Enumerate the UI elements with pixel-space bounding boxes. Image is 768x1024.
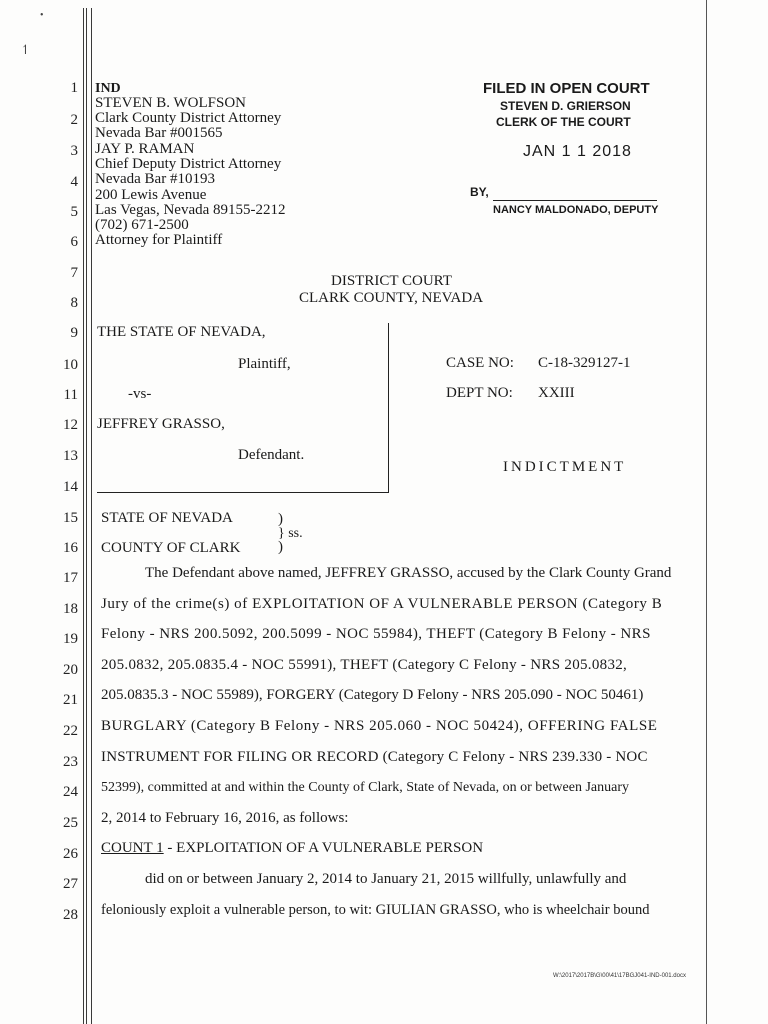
plaintiff-name: THE STATE OF NEVADA, — [97, 324, 266, 340]
line-number: 26 — [63, 846, 78, 862]
stamp-title: FILED IN OPEN COURT — [483, 80, 650, 97]
line-number: 23 — [63, 754, 78, 770]
document-title: INDICTMENT — [503, 459, 627, 475]
attorney-line: Attorney for Plaintiff — [95, 232, 223, 248]
count-title: - EXPLOITATION OF A VULNERABLE PERSON — [163, 840, 484, 856]
line-number: 7 — [70, 265, 78, 281]
line-number: 18 — [63, 601, 78, 617]
line-number: 9 — [70, 325, 78, 341]
attorney-line: Clark County District Attorney — [95, 110, 282, 126]
line-number: 11 — [63, 387, 78, 403]
line-number: 24 — [63, 784, 78, 800]
caption-bottom-rule — [97, 492, 389, 493]
venue-paren: ) — [278, 539, 283, 555]
court-county: CLARK COUNTY, NEVADA — [299, 290, 484, 306]
stamp-by-label: BY, — [470, 185, 489, 199]
venue-paren: ) — [278, 511, 283, 527]
file-path-footer: W:\2017\2017B\G\00\41\17BGJ041-IND-001.docx — [553, 973, 686, 979]
stamp-clerk-role: CLERK OF THE COURT — [496, 115, 631, 129]
line-number: 20 — [63, 662, 78, 678]
line-number: 10 — [63, 357, 78, 373]
body-line: Jury of the crime(s) of EXPLOITATION OF A VULNERABLE PERSON (Category B — [101, 596, 663, 612]
caption-divider — [388, 323, 389, 493]
line-number: 5 — [70, 204, 78, 220]
count-line: feloniously exploit a vulnerable person, to wit: GIULIAN GRASSO, who is wheelchair bound — [101, 902, 650, 918]
attorney-line: Chief Deputy District Attorney — [95, 156, 282, 172]
line-number: 19 — [63, 631, 78, 647]
margin-rule — [86, 8, 87, 1024]
margin-rule — [91, 8, 92, 1024]
scan-speck: ↿ — [20, 42, 31, 57]
line-number: 21 — [63, 692, 78, 708]
body-line: 2, 2014 to February 16, 2016, as follows: — [101, 810, 349, 826]
dept-no-label: DEPT NO: — [446, 385, 513, 401]
line-number: 16 — [63, 540, 78, 556]
attorney-line: Nevada Bar #001565 — [95, 125, 223, 141]
body-line: The Defendant above named, JEFFREY GRASSO, accused by the Clark County Grand — [145, 565, 672, 581]
stamp-clerk-name: STEVEN D. GRIERSON — [500, 99, 631, 113]
line-number: 17 — [63, 570, 78, 586]
venue-ss: } ss. — [278, 526, 303, 541]
line-number: 6 — [70, 234, 78, 250]
body-line: 52399), committed at and within the County of Clark, State of Nevada, on or between January — [101, 780, 629, 795]
case-no-label: CASE NO: — [446, 355, 514, 371]
line-number: 25 — [63, 815, 78, 831]
line-number: 3 — [70, 143, 78, 159]
line-number: 12 — [63, 417, 78, 433]
defendant-label: Defendant. — [238, 447, 305, 463]
scan-speck: • — [40, 10, 44, 21]
dept-no-value: XXIII — [538, 385, 575, 401]
line-number: 8 — [70, 295, 78, 311]
venue-state: STATE OF NEVADA — [101, 510, 233, 526]
line-number: 1 — [70, 80, 78, 96]
stamp-deputy: NANCY MALDONADO, DEPUTY — [493, 204, 659, 216]
attorney-line: Nevada Bar #10193 — [95, 171, 215, 187]
body-line: INSTRUMENT FOR FILING OR RECORD (Category C Felony - NRS 239.330 - NOC — [101, 749, 648, 765]
body-line: 205.0835.3 - NOC 55989), FORGERY (Category D Felony - NRS 205.090 - NOC 50461) — [101, 687, 644, 703]
count-heading — [101, 841, 483, 856]
doc-code: IND — [95, 81, 121, 96]
attorney-line: (702) 671-2500 — [95, 217, 189, 233]
plaintiff-label: Plaintiff, — [238, 356, 291, 372]
body-line: Felony - NRS 200.5092, 200.5099 - NOC 55984), THEFT (Category B Felony - NRS — [101, 626, 651, 642]
line-number: 22 — [63, 723, 78, 739]
count-label: COUNT 1 — [101, 840, 164, 856]
margin-rule — [83, 8, 84, 1024]
defendant-name: JEFFREY GRASSO, — [97, 416, 225, 432]
venue-county: COUNTY OF CLARK — [101, 540, 241, 556]
stamp-date: JAN 1 1 2018 — [523, 143, 632, 160]
line-number: 14 — [63, 479, 78, 495]
line-number: 27 — [63, 876, 78, 892]
line-number: 13 — [63, 448, 78, 464]
count-line: did on or between January 2, 2014 to January 21, 2015 willfully, unlawfully and — [145, 871, 627, 887]
case-no-value: C-18-329127-1 — [538, 355, 631, 371]
line-number: 15 — [63, 510, 78, 526]
attorney-line: 200 Lewis Avenue — [95, 187, 207, 203]
attorney-line: STEVEN B. WOLFSON — [95, 95, 246, 111]
court-name: DISTRICT COURT — [331, 273, 452, 289]
line-number: 4 — [70, 174, 78, 190]
attorney-line: Las Vegas, Nevada 89155-2212 — [95, 202, 286, 218]
line-number: 28 — [63, 907, 78, 923]
line-number: 2 — [70, 112, 78, 128]
body-line: 205.0832, 205.0835.4 - NOC 55991), THEFT (Category C Felony - NRS 205.0832, — [101, 657, 628, 673]
attorney-line: JAY P. RAMAN — [95, 141, 195, 157]
margin-rule-right — [706, 0, 707, 1024]
body-line: BURGLARY (Category B Felony - NRS 205.060 - NOC 50424), OFFERING FALSE — [101, 718, 658, 734]
versus: -vs- — [128, 386, 152, 402]
signature-line — [493, 200, 657, 201]
